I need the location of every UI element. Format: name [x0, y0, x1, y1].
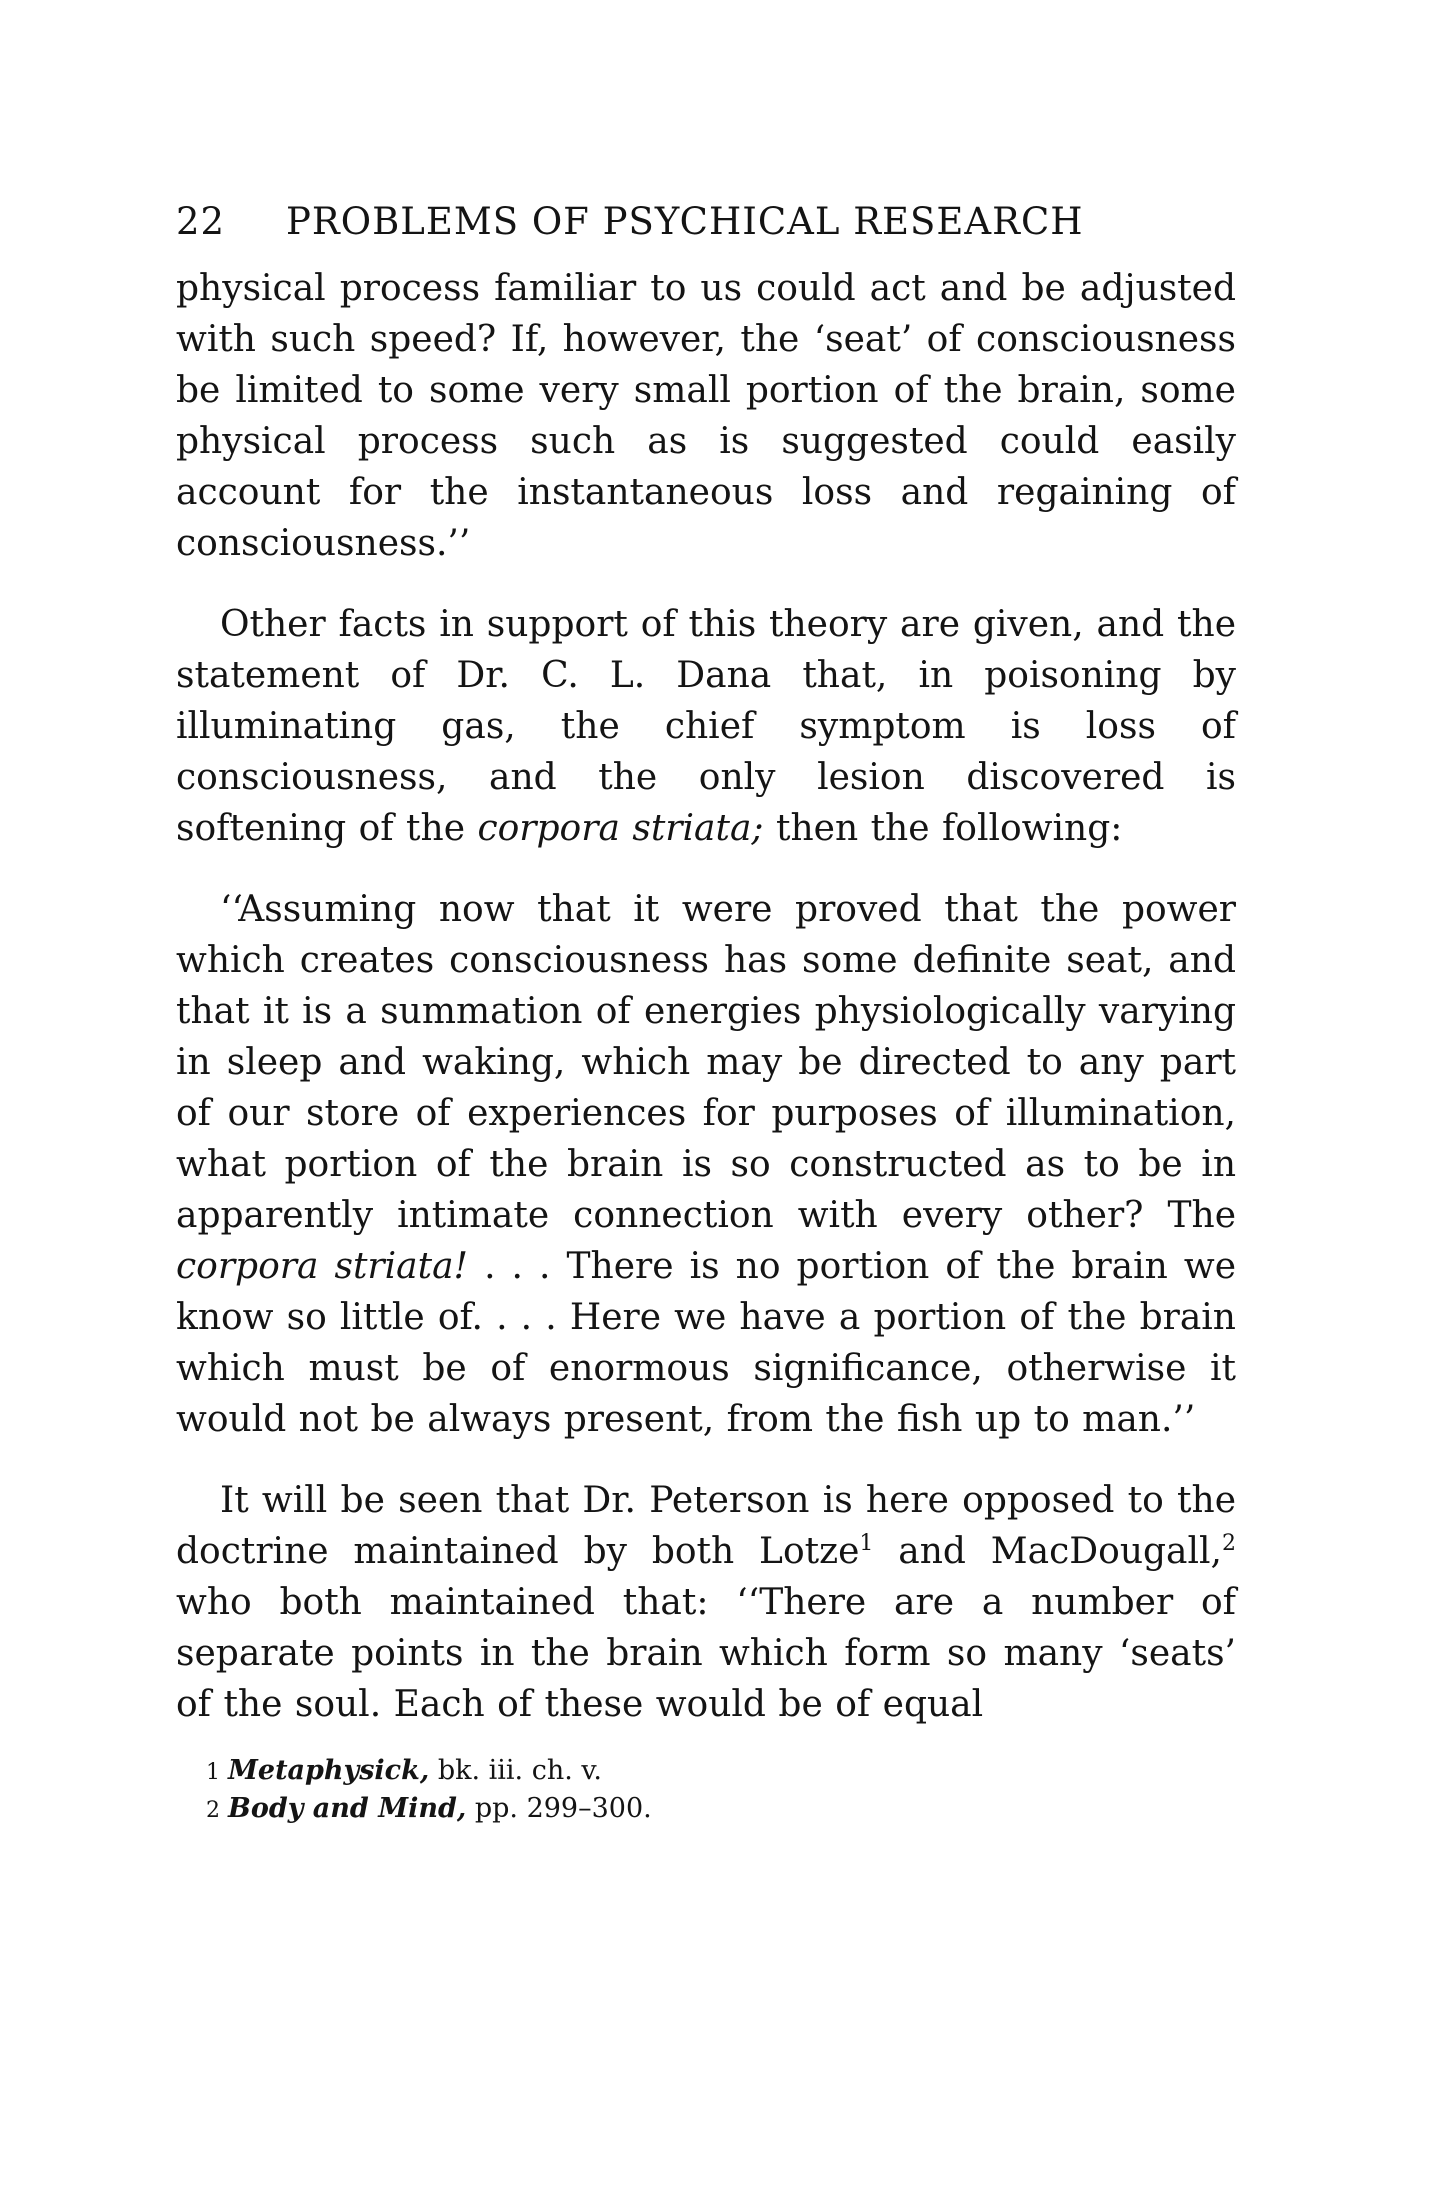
running-title: PROBLEMS OF PSYCHICAL RESEARCH — [286, 200, 1084, 243]
footnote-ref-2: 2 — [1222, 1531, 1236, 1556]
paragraph-2-text-a: Other facts in support of this theory are given, and the statement of Dr. C. L. Dana that, in poisoning by illuminating gas, the chief symptom is loss of consciousness, and the only lesion discovered is softening of the — [176, 604, 1236, 849]
paragraph-2-italic: corpora striata; — [477, 808, 764, 849]
footnote-number: 1 — [206, 1760, 220, 1785]
paragraph-4-text-a: It will be seen that Dr. Peterson is here opposed to the doctrine maintained by both Lotze — [176, 1480, 1236, 1572]
footnote-number: 2 — [206, 1798, 220, 1823]
page-number: 22 — [176, 200, 226, 243]
paragraph-1: physical process familiar to us could act and be adjusted with such speed? If, however, the ‘seat’ of consciousness be limited to some very small portion of the brain, some physical process such as is suggested could easily account for the instantaneous loss and regaining of consciousness.’’ — [176, 268, 1236, 564]
running-head — [176, 200, 1236, 243]
footnote-title: Body and Mind, — [228, 1793, 467, 1824]
book-page — [176, 200, 1236, 1828]
footnote-2 — [206, 1790, 1236, 1828]
quotation-paragraph — [176, 884, 1236, 1445]
footnote-detail: bk. iii. ch. v. — [429, 1755, 603, 1786]
footnote-ref-1: 1 — [859, 1531, 874, 1556]
paragraph-4-text-c: who both maintained that: ‘‘There are a number of separate points in the brain which form so many ‘seats’ of the soul. Each of these would be of equal — [176, 1582, 1236, 1725]
quotation-text-a: ‘‘Assuming now that it were proved that the power which creates consciousness has some definite seat, and that it is a summation of energies physiologically varying in sleep and waking, which may be directed to any part of our store of experiences for purposes of illumination, what portion of the brain is so constructed as to be in apparently intimate connection with every other? The — [176, 889, 1236, 1236]
paragraph-4-text-b: and MacDougall, — [873, 1531, 1222, 1572]
footnotes — [176, 1752, 1236, 1828]
footnote-1 — [206, 1752, 1236, 1790]
paragraph-4 — [176, 1475, 1236, 1730]
footnote-title: Metaphysick, — [228, 1755, 430, 1786]
paragraph-2 — [176, 599, 1236, 854]
quotation-italic: corpora striata! — [176, 1246, 469, 1287]
quotation-text-c: . . . There is no portion of the brain we know so little of. . . . Here we have a portion of the brain which must be of enormous significance, otherwise it would not be always present, from the fish up to man.’’ — [176, 1246, 1237, 1440]
footnote-detail: pp. 299–300. — [466, 1793, 652, 1824]
paragraph-2-text-c: then the following: — [763, 808, 1123, 849]
